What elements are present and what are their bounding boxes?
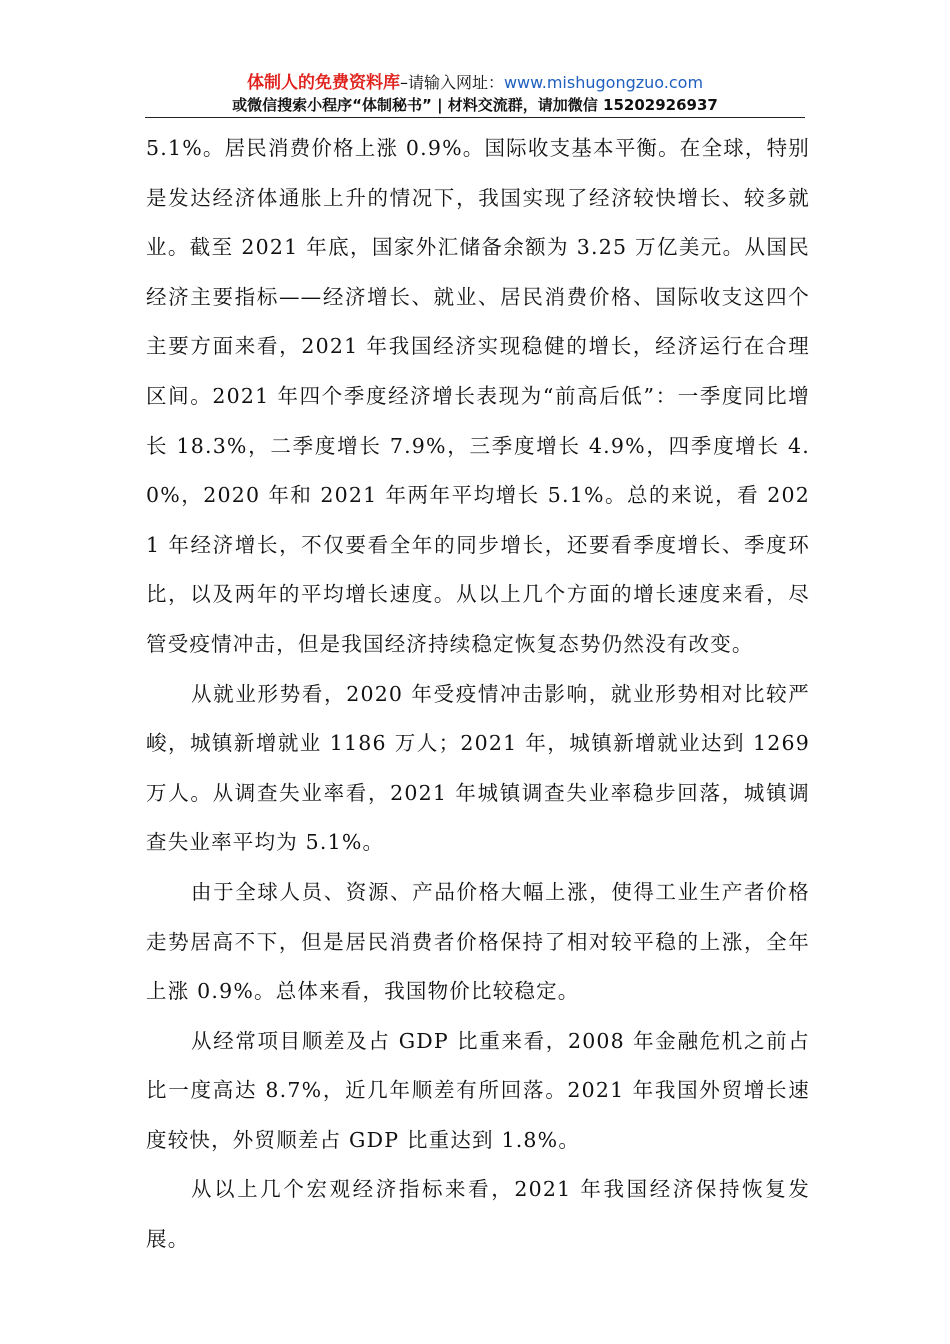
url-prompt: –请输入网址： (399, 73, 504, 92)
document-body (146, 124, 810, 1265)
paragraph-trade: 从经常项目顺差及占 GDP 比重来看，2008 年金融危机之前占比一度高达 8.7%，近几年顺差有所回落。2021 年我国外贸增长速度较快，外贸顺差占 GDP 比重达到 1.8%。 (146, 1028, 810, 1152)
header-line-2: 或微信搜索小程序“体制秘书” | 材料交流群，请加微信 15202926937 (232, 96, 718, 114)
paragraph-continued: 5.1%。居民消费价格上涨 0.9%。国际收支基本平衡。在全球，特别是发达经济体通胀上升的情况下，我国实现了经济较快增长、较多就业。截至 2021 年底，国家外汇储备余额为 3.25 万亿美元。从国民经济主要指标——经济增长、就业、居民消费价格、国际收支这四个主要方面来看，2021 年我国经济实现稳健的增长，经济运行在合理区间。2021 年四个季度经济增长表现为“前高后低”：一季度同比增长 18.3%，二季度增长 7.9%，三季度增长 4.9%，四季度增长 4.0%，2020 年和 2021 年两年平均增长 5.1%。总的来说，看 2021 年经济增长，不仅要看全年的同步增长，还要看季度增长、季度环比，以及两年的平均增长速度。从以上几个方面的增长速度来看，尽管受疫情冲击，但是我国经济持续稳定恢复态势仍然没有改变。 (146, 136, 810, 656)
page-header (145, 72, 805, 116)
header-line-1 (145, 72, 805, 94)
paragraph-summary: 从以上几个宏观经济指标来看，2021 年我国经济保持恢复发展。 (146, 1177, 810, 1252)
paragraph-prices: 由于全球人员、资源、产品价格大幅上涨，使得工业生产者价格走势居高不下，但是居民消费者价格保持了相对较平稳的上涨，全年上涨 0.9%。总体来看，我国物价比较稳定。 (146, 879, 810, 1004)
website-link[interactable]: www.mishugongzuo.com (503, 73, 704, 92)
brand-title: 体制人的免费资料库 (246, 73, 400, 93)
header-divider (145, 117, 805, 118)
paragraph-employment: 从就业形势看，2020 年受疫情冲击影响，就业形势相对比较严峻，城镇新增就业 1186 万人；2021 年，城镇新增就业达到 1269 万人。从调查失业率看，2021 年城镇调查失业率稳步回落，城镇调查失业率平均为 5.1%。 (146, 681, 810, 855)
